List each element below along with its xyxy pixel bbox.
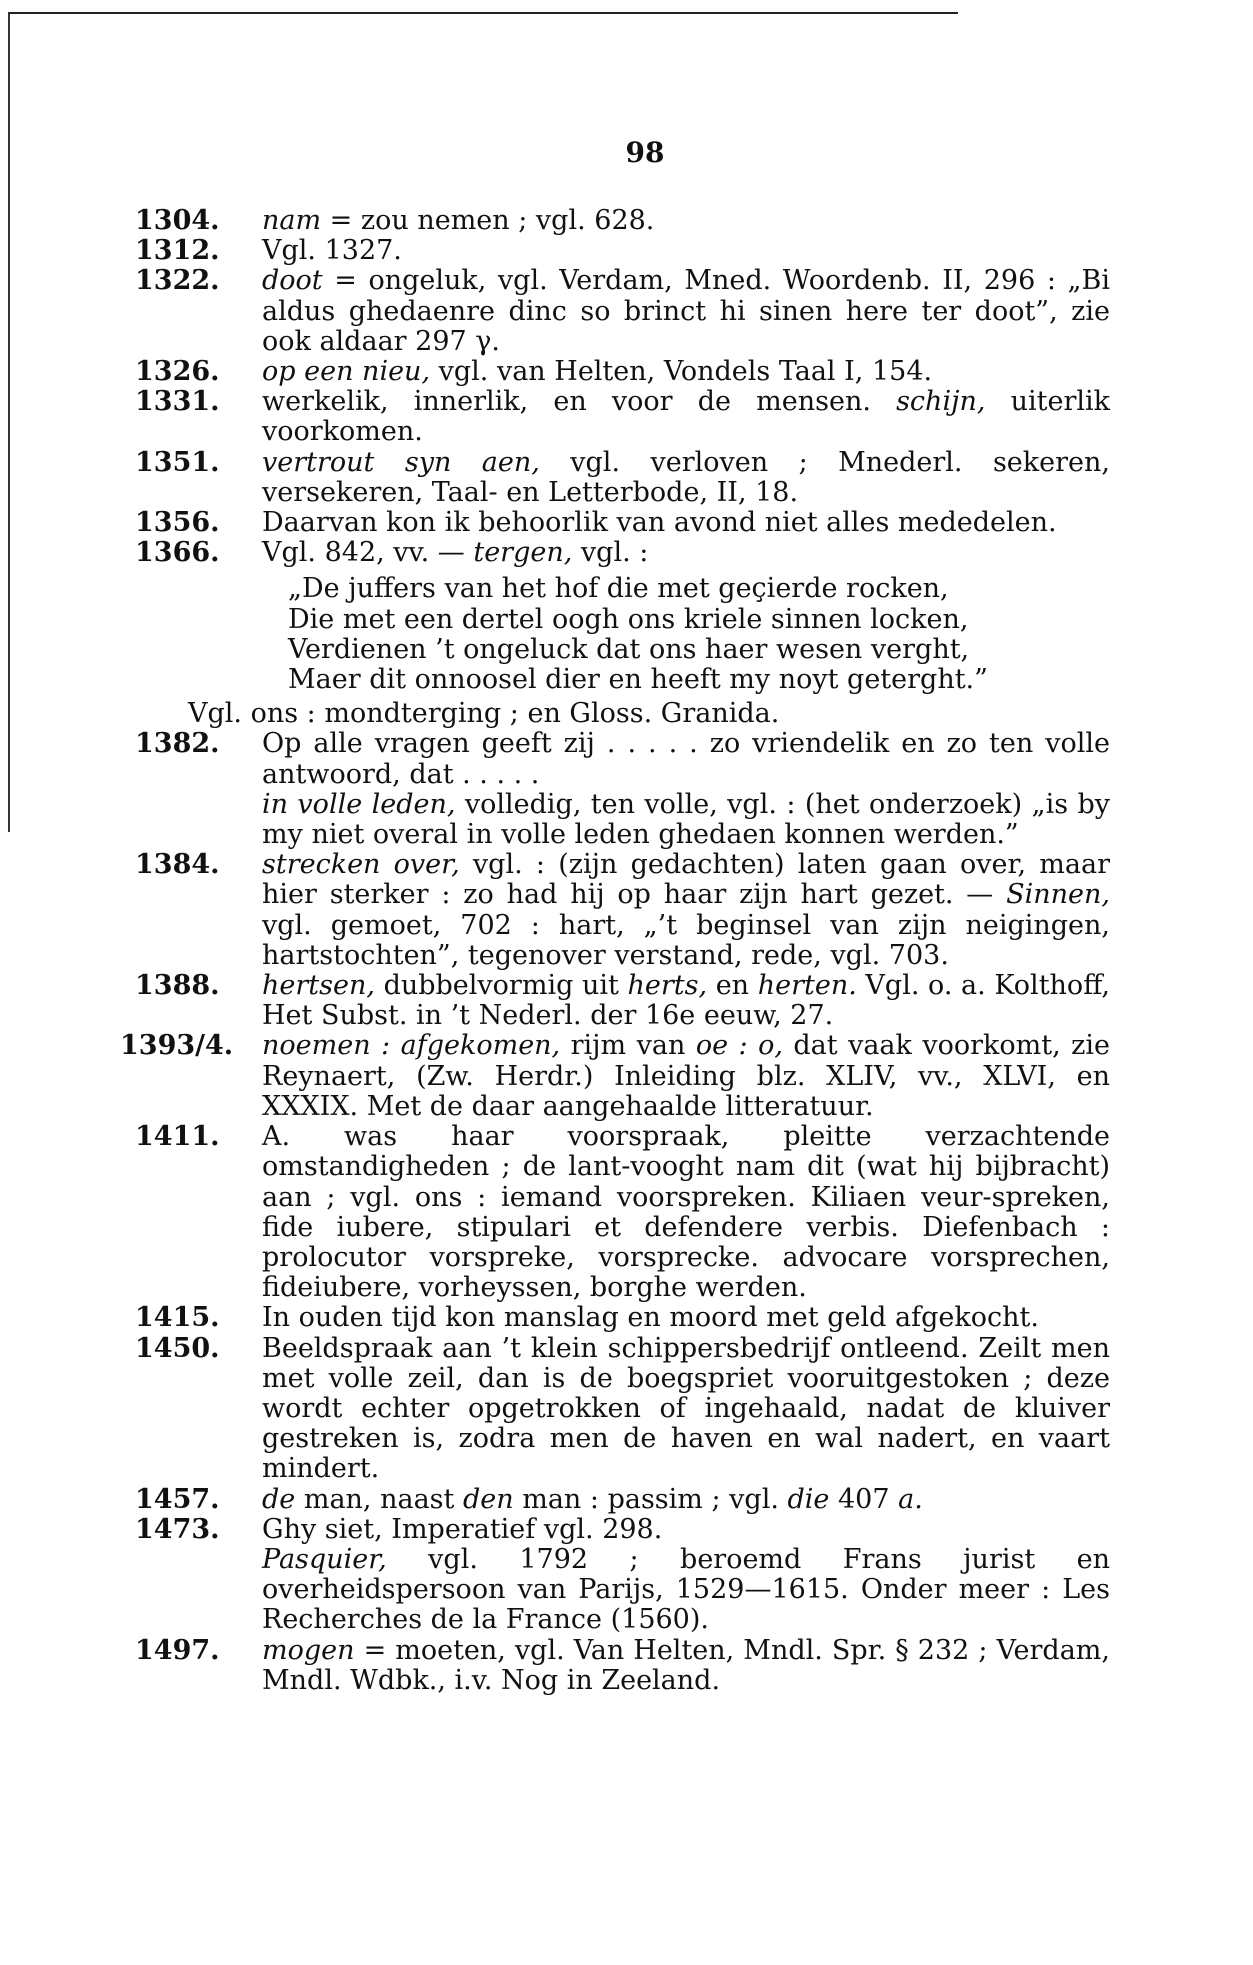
note-number: 1326. xyxy=(135,356,220,388)
note-1304 xyxy=(135,205,1110,236)
note-text: volledig, ten volle, vgl. : (het onderzoek) „is by my niet overal in volle leden ghedaen konnen werden.” xyxy=(262,788,1110,851)
note-term: Sinnen, xyxy=(1006,879,1110,911)
note-term: vertrout syn aen, xyxy=(262,446,540,478)
note-text: man, naast xyxy=(295,1483,463,1515)
note-text: Beeldspraak aan ’t klein schippersbedrijf ontleend. Zeilt men met volle zeil, dan is de boegspriet vooruitgestoken ; deze wordt echter opgetrokken of ingehaald, nadat de kluiver gestreken is, zodra men de haven en wal nadert, en vaart mindert. xyxy=(262,1332,1110,1485)
note-1382-sub xyxy=(180,790,1110,850)
note-1473 xyxy=(135,1513,1110,1545)
note-1388 xyxy=(135,970,1110,1032)
note-1411 xyxy=(135,1121,1110,1304)
note-1450 xyxy=(135,1332,1110,1485)
note-1473-sub xyxy=(180,1545,1110,1636)
note-number: 1393/4. xyxy=(120,1030,234,1062)
note-text: Ghy siet, Imperatief vgl. 298. xyxy=(262,1513,663,1545)
note-term: oe : o, xyxy=(695,1030,783,1062)
note-1497 xyxy=(135,1634,1110,1696)
note-1366 xyxy=(135,537,1110,569)
note-term: noemen : afgekomen, xyxy=(262,1030,561,1062)
note-term: die xyxy=(787,1483,830,1515)
page-number: 98 xyxy=(625,136,665,169)
note-text: = ongeluk, vgl. Verdam, Mned. Woordenb. II, 296 : „Bi aldus ghedaenre dinc so brinct hi sinen here ter doot”, zie ook aldaar 297 γ. xyxy=(262,265,1110,357)
note-1331 xyxy=(135,386,1110,448)
note-term: nam xyxy=(262,205,322,236)
note-number: 1384. xyxy=(135,849,220,881)
note-1326 xyxy=(135,356,1110,388)
note-term: herten. xyxy=(757,970,857,1002)
note-number: 1473. xyxy=(135,1513,220,1545)
note-text: = moeten, vgl. Van Helten, Mndl. Spr. § 232 ; Verdam, Mndl. Wdbk., i.v. Nog in Zeeland. xyxy=(262,1634,1110,1696)
note-term: den xyxy=(462,1483,514,1515)
note-1382 xyxy=(135,728,1110,790)
note-number: 1304. xyxy=(135,205,220,236)
note-term: a. xyxy=(898,1483,923,1515)
note-text: vgl. 1792 ; beroemd Frans jurist en overheidspersoon van Parijs, 1529—1615. Onder meer : Les Recherches de la France (1560). xyxy=(262,1543,1110,1636)
note-number: 1382. xyxy=(135,728,220,760)
note-number: 1457. xyxy=(135,1483,220,1515)
note-continuation: Vgl. ons : mondterging ; en Gloss. Granida. xyxy=(188,698,780,730)
note-text: = zou nemen ; vgl. 628. xyxy=(321,205,655,236)
note-1415 xyxy=(135,1302,1110,1334)
note-1322 xyxy=(135,265,1110,357)
note-text: vgl. : (zijn gedachten) laten gaan over, maar hier sterker : zo had hij op haar zijn hart gezet. — xyxy=(262,849,1110,911)
note-text: man : passim ; vgl. xyxy=(513,1483,788,1515)
note-text: Vgl. 1327. xyxy=(262,235,402,267)
note-term: schijn, xyxy=(896,386,986,418)
note-number: 1388. xyxy=(135,970,220,1002)
note-number: 1497. xyxy=(135,1634,220,1666)
note-text: 407 xyxy=(829,1483,899,1515)
note-1351 xyxy=(135,446,1110,508)
note-text: Vgl. 842, vv. — xyxy=(262,537,474,569)
notes-list xyxy=(120,205,1110,1696)
note-number: 1366. xyxy=(135,537,220,569)
note-number: 1415. xyxy=(135,1302,220,1334)
note-text: Daarvan kon ik behoorlik van avond niet alles mededelen. xyxy=(262,507,1057,539)
note-number: 1312. xyxy=(135,235,220,267)
note-number: 1411. xyxy=(135,1121,220,1153)
note-1457 xyxy=(135,1483,1110,1515)
note-text: Op alle vragen geeft zij . . . . . zo vriendelik en zo ten volle antwoord, dat . . . . . xyxy=(262,728,1110,790)
note-text: vgl. verloven ; Mnederl. sekeren, versekeren, Taal- en Letterbode, II, 18. xyxy=(262,446,1110,508)
scan-border-left xyxy=(8,12,10,832)
note-text: vgl. : xyxy=(572,537,649,569)
note-1393-4 xyxy=(120,1030,1110,1122)
verse-line: Maer dit onnoosel dier en heeft my noyt geterght.” xyxy=(288,664,988,696)
note-term: hertsen, xyxy=(262,970,375,1002)
note-text: dubbelvormig uit xyxy=(374,970,628,1002)
note-term: herts, xyxy=(627,970,708,1002)
note-1384 xyxy=(135,849,1110,971)
note-1312 xyxy=(135,235,1110,267)
note-number: 1331. xyxy=(135,386,220,418)
note-number: 1356. xyxy=(135,507,220,539)
note-text: Vgl. o. a. Kolthoff, Het Subst. in ’t Nederl. der 16e eeuw, 27. xyxy=(262,970,1110,1032)
note-term: de xyxy=(262,1483,296,1515)
note-number: 1351. xyxy=(135,446,220,478)
verse-line: Die met een dertel oogh ons kriele sinnen locken, xyxy=(288,603,969,635)
verse-line: „De juffers van het hof die met geçierde rocken, xyxy=(288,573,949,605)
note-term: doot xyxy=(262,265,323,297)
note-text: In ouden tijd kon manslag en moord met geld afgekocht. xyxy=(262,1302,1039,1334)
note-text: vgl. gemoet, 702 : hart, „’t beginsel van zijn neigingen, hartstochten”, tegenover verstand, rede, vgl. 703. xyxy=(262,909,1110,971)
scan-border-top xyxy=(8,12,958,14)
verse-line: Verdienen ’t ongeluck dat ons haer wesen verght, xyxy=(288,633,970,665)
note-1356 xyxy=(135,507,1110,539)
note-term: in volle leden, xyxy=(262,788,456,820)
quoted-verse xyxy=(180,574,1110,695)
note-text: werkelik, innerlik, en voor de mensen. xyxy=(262,386,897,418)
note-term: strecken over, xyxy=(262,849,460,881)
note-number: 1322. xyxy=(135,265,220,297)
note-text: rijm van xyxy=(560,1030,696,1062)
note-number: 1450. xyxy=(135,1332,220,1364)
note-term: tergen, xyxy=(473,537,573,569)
note-term: op een nieu, xyxy=(262,356,431,388)
note-text: dat vaak voorkomt, zie Reynaert, (Zw. Herdr.) Inleiding blz. XLIV, vv., XLVI, en XXXIX. Met de daar aangehaalde litteratuur. xyxy=(262,1030,1110,1122)
note-text: en xyxy=(707,970,758,1002)
note-term: mogen xyxy=(262,1634,355,1666)
note-text: A. was haar voorspraak, pleitte verzachtende omstandigheden ; de lant-vooght nam dit (wat hij bijbracht) aan ; vgl. ons : iemand voorspreken. Kiliaen veur-spreken, fide iubere, stipulari et defendere verbis. Diefenbach : prolocutor vorspreke, vorsprecke. advocare vorsprechen, fideiubere, vorheyssen, borghe werden. xyxy=(262,1121,1110,1304)
note-text: vgl. van Helten, Vondels Taal I, 154. xyxy=(430,356,933,388)
note-term: Pasquier, xyxy=(262,1543,387,1575)
note-text: uiterlik voorkomen. xyxy=(262,386,1110,448)
